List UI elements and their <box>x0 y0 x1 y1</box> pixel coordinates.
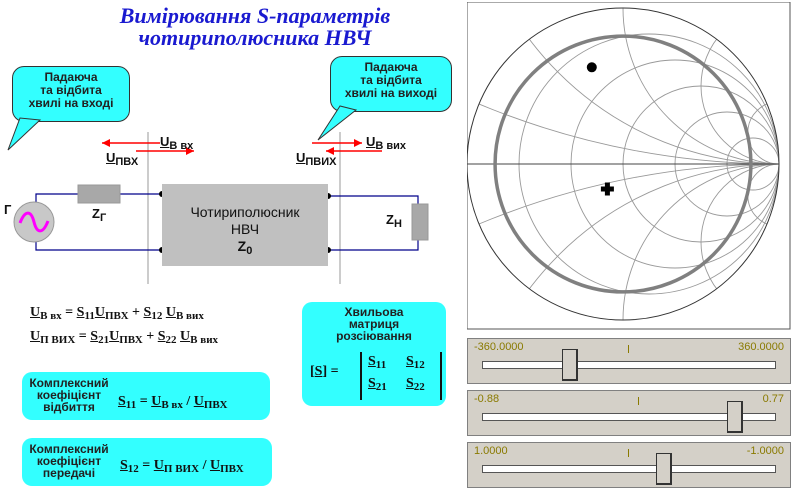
reflection-caption-2: коефіцієнт <box>36 388 102 402</box>
slider-panel-2 <box>467 390 791 436</box>
eq2-plus: + <box>146 329 155 344</box>
callout-out-line-1: Падаюча <box>364 60 418 74</box>
slider-1-track[interactable] <box>482 361 776 369</box>
reflection-s: S <box>118 394 126 409</box>
matrix-s22 <box>406 376 425 393</box>
matrix-s12-sub: 12 <box>413 359 425 371</box>
eq1-lhs-sub: В вх <box>40 310 62 322</box>
wire-out-top <box>328 196 418 204</box>
slider-2-center-tick <box>638 397 639 405</box>
matrix-s12 <box>406 354 425 371</box>
slider-panel-3 <box>467 442 791 488</box>
generator-label: Г <box>4 202 12 217</box>
matrix-s12-symbol: S <box>406 354 414 369</box>
zg-sub: Г <box>99 212 107 224</box>
matrix-s11 <box>368 354 386 371</box>
twoport-label-2: НВЧ <box>230 221 260 237</box>
label-u-out-incident <box>296 150 336 168</box>
u-in-incident-symbol: U <box>106 150 116 165</box>
reflection-caption-3: відбиття <box>43 400 95 414</box>
callout-in-tail <box>8 118 40 150</box>
eq1-u2: U <box>165 305 176 320</box>
eq1-u2-sub: В вих <box>175 310 204 322</box>
matrix-s11-sub: 11 <box>375 359 387 371</box>
callout-out-tail <box>318 106 356 140</box>
reflection-s-sub: 11 <box>125 399 137 411</box>
eq1-plus: + <box>132 305 141 320</box>
eq2-s1-sub: 21 <box>98 334 110 346</box>
wire-out-bottom <box>328 240 418 250</box>
zg-symbol: Z <box>92 206 100 221</box>
transmission-caption <box>26 443 112 479</box>
slider-3-center-tick <box>628 449 629 457</box>
matrix-s21-sub: 21 <box>375 381 387 393</box>
matrix-s11-symbol: S <box>368 354 376 369</box>
wire-gen-bottom <box>36 238 162 250</box>
z0-sub: 0 <box>246 245 253 257</box>
callout-in-line-1: Падаюча <box>44 70 98 84</box>
slider-3-min-label: 1.0000 <box>474 445 508 457</box>
u-out-reflected-sub: В вих <box>375 140 407 152</box>
transmission-caption-1: Комплексний <box>29 442 109 456</box>
matrix-caption <box>302 306 446 342</box>
eq2-u1: U <box>109 329 120 344</box>
zg-label <box>92 206 106 224</box>
u-in-reflected-symbol: U <box>160 134 170 149</box>
arrow-out-reflected-head <box>354 139 362 147</box>
eq2-u1-sub: ПВХ <box>119 334 143 346</box>
label-u-in-reflected <box>160 134 193 152</box>
matrix-s21 <box>368 376 387 393</box>
zn-sub: Н <box>393 218 402 230</box>
reflection-den: U <box>193 394 204 409</box>
wire-gen-top <box>36 194 78 202</box>
matrix-caption-2: матриця <box>348 317 400 331</box>
transmission-caption-2: коефіцієнт <box>36 454 102 468</box>
u-in-reflected-sub: В вх <box>169 140 194 152</box>
u-out-incident-symbol: U <box>296 150 306 165</box>
matrix-s22-symbol: S <box>406 376 414 391</box>
reflection-num-sub: В вх <box>161 399 183 411</box>
callout-in-line-2: та відбита <box>40 83 102 97</box>
zn-label <box>386 212 402 230</box>
transmission-coefficient-box <box>22 438 272 486</box>
equation-1: $U_{В вх} = S_{11}U_{ПВХ} + S_{12}$ $U_{В вих}$ <box>30 305 204 322</box>
slider-1-center-tick <box>628 345 629 353</box>
matrix-caption-3: розсіювання <box>336 329 412 343</box>
equation-2: $U_{П ВИХ} = S_{21}U_{ПВХ} + S_{22}$ $U_{В вих}$ <box>30 329 219 346</box>
eq2-s1: S <box>90 329 99 344</box>
eq1-s1-sub: 11 <box>84 310 95 322</box>
eq1-u1-sub: ПВХ <box>104 310 129 322</box>
callout-in-line-3: хвилі на вході <box>28 96 114 110</box>
transmission-den: U <box>209 458 221 473</box>
z0-symbol: Z <box>237 238 247 254</box>
reflection-caption <box>26 377 112 413</box>
u-in-incident-sub: ПВХ <box>115 156 139 168</box>
transmission-s-sub: 12 <box>127 463 139 475</box>
eq2-s2: S <box>157 329 166 344</box>
eq1-s1: S <box>76 305 85 320</box>
scattering-matrix-box <box>302 302 446 406</box>
two-port-block <box>162 184 328 266</box>
reflection-coefficient-box <box>22 372 270 420</box>
eq2-s2-sub: 22 <box>165 334 177 346</box>
title-line-2: чотириполюсника НВЧ <box>138 25 372 50</box>
eq1-s2: S <box>143 305 152 320</box>
arrow-in-reflected-head <box>102 139 110 147</box>
slider-2-min-label: -0.88 <box>474 393 500 405</box>
matrix-lhs-s: S <box>314 364 323 379</box>
label-u-out-reflected <box>366 134 406 152</box>
u-out-incident-sub: ПВИХ <box>305 156 337 168</box>
slider-2-thumb[interactable] <box>727 401 743 433</box>
reflection-formula: $S_{11} = U_{В вх} / U_{ПВХ}$ <box>118 394 228 411</box>
matrix-s22-sub: 22 <box>413 381 425 393</box>
smith-chart-point-dot[interactable] <box>587 62 597 72</box>
transmission-formula: $S_{12} = U_{П ВИХ} / U_{ПВХ}$ <box>120 458 244 475</box>
twoport-label-1: Чотириполюсник <box>190 204 300 220</box>
title-line-1: Вимірювання S-параметрів <box>119 3 391 28</box>
transmission-caption-3: передачі <box>42 466 96 480</box>
z0-label <box>162 238 328 260</box>
zg-resistor <box>78 185 120 203</box>
eq2-lhs: U <box>30 329 41 344</box>
callout-out-line-3: хвилі на виході <box>344 86 438 100</box>
eq1-lhs: U <box>30 305 41 320</box>
slider-1-min-label: -360.0000 <box>474 341 524 353</box>
eq1-u1: U <box>94 305 105 320</box>
transmission-num-sub: П ВИХ <box>163 463 200 475</box>
matrix-brackets <box>360 352 442 400</box>
slider-panel-1 <box>467 338 791 384</box>
eq2-lhs-sub: П ВИХ <box>40 334 76 346</box>
eq2-u2-sub: В вих <box>190 334 219 346</box>
slider-1-thumb[interactable] <box>562 349 578 381</box>
matrix-caption-1: Хвильова <box>344 305 404 319</box>
transmission-s: S <box>120 458 128 473</box>
slider-1-max-label: 360.0000 <box>738 341 784 353</box>
matrix-lhs: [S] = <box>310 364 339 379</box>
zn-load <box>412 204 428 240</box>
slider-3-track[interactable] <box>482 465 776 473</box>
matrix-s21-symbol: S <box>368 376 376 391</box>
slider-2-max-label: 0.77 <box>762 393 784 405</box>
callout-out-line-2: та відбита <box>360 73 422 87</box>
transmission-den-sub: ПВХ <box>220 463 244 475</box>
reflection-num: U <box>151 394 162 409</box>
slider-3-thumb[interactable] <box>656 453 672 485</box>
eq1-s2-sub: 12 <box>151 310 163 322</box>
u-out-reflected-symbol: U <box>366 134 376 149</box>
reflection-den-sub: ПВХ <box>203 399 228 411</box>
reflection-caption-1: Комплексний <box>29 376 109 390</box>
smith-chart[interactable] <box>467 2 791 330</box>
slider-3-max-label: -1.0000 <box>746 445 784 457</box>
label-u-in-incident <box>106 150 138 168</box>
zn-symbol: Z <box>386 212 394 227</box>
eq2-u2: U <box>180 329 191 344</box>
transmission-num: U <box>153 458 164 473</box>
